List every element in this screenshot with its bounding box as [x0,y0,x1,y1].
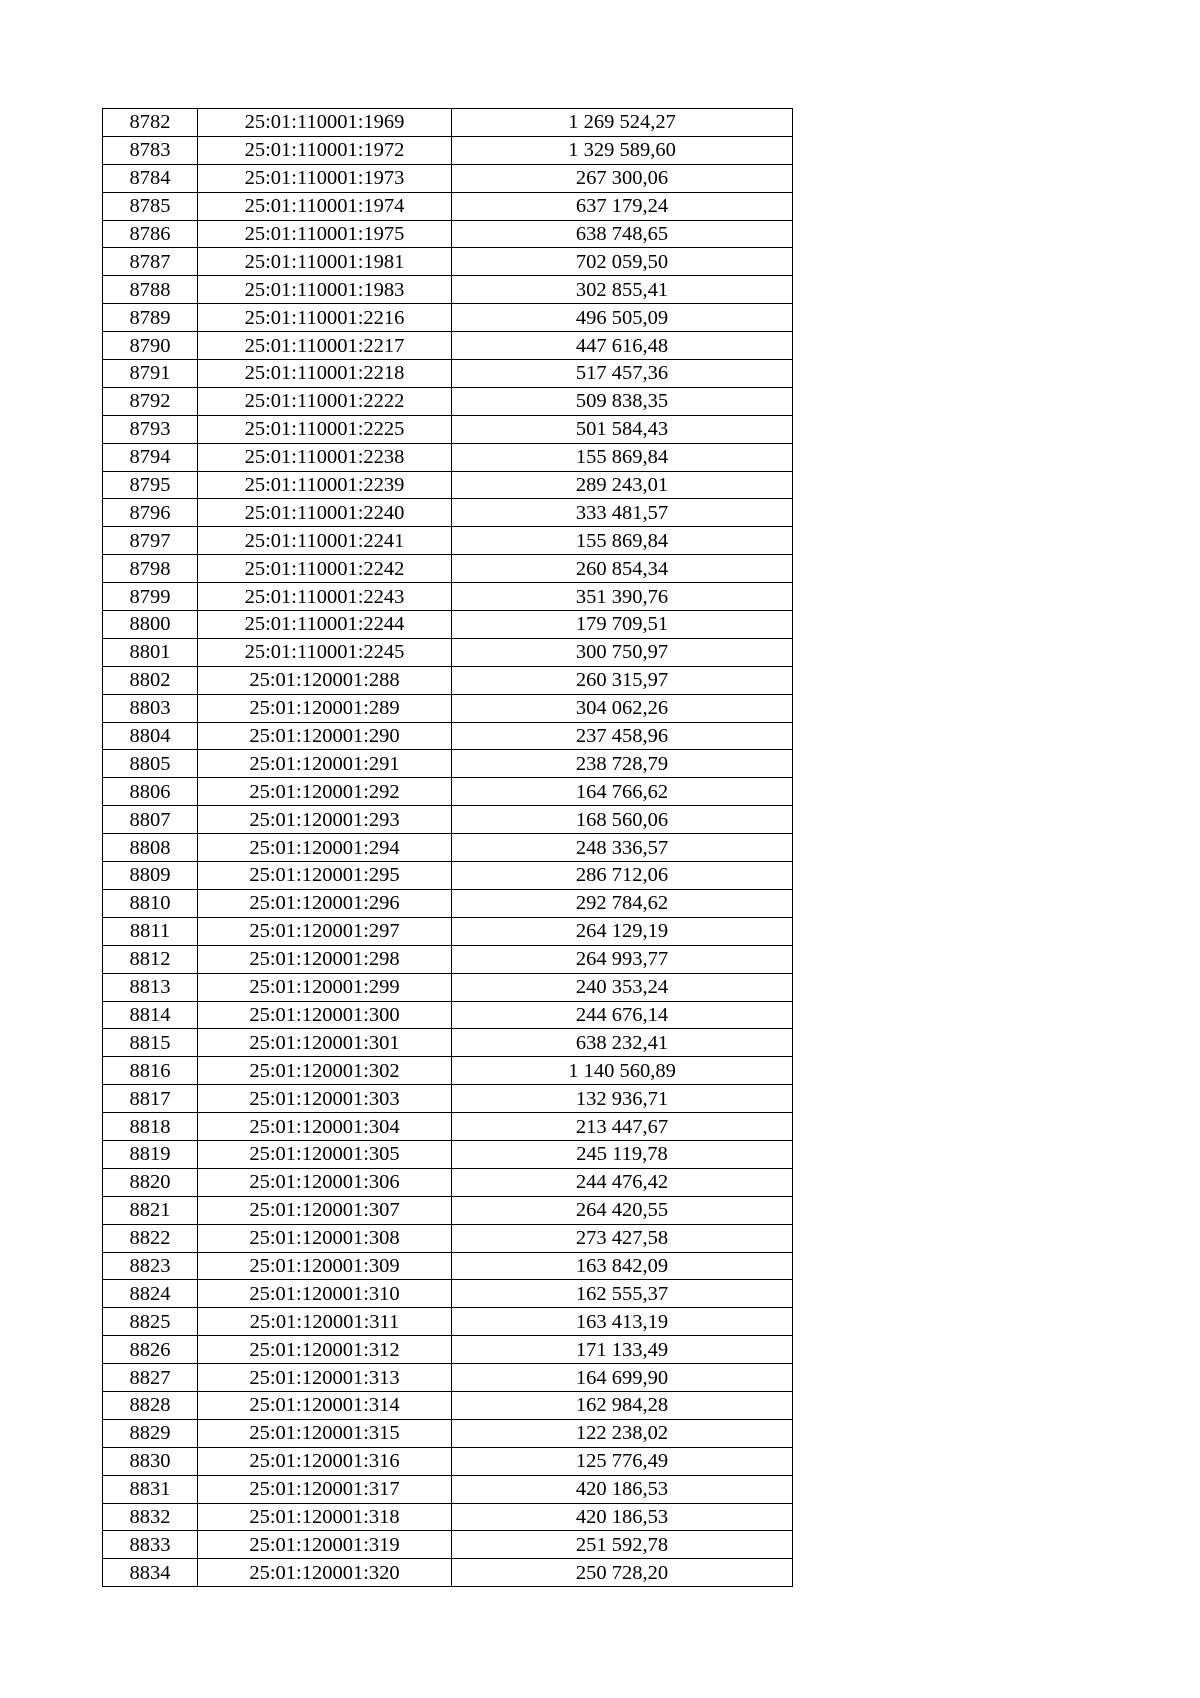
row-number-cell: 8820 [103,1168,198,1196]
cadastral-value-cell: 501 584,43 [452,415,793,443]
cadastral-value-cell: 333 481,57 [452,499,793,527]
table-row [103,1364,793,1392]
row-number-cell: 8828 [103,1391,198,1419]
row-number-cell: 8804 [103,722,198,750]
row-number-cell: 8782 [103,109,198,137]
cadastral-number-cell: 25:01:120001:297 [198,917,452,945]
table-row [103,109,793,137]
table-row [103,1391,793,1419]
row-number-cell: 8793 [103,415,198,443]
cadastral-value-cell: 351 390,76 [452,583,793,611]
row-number-cell: 8810 [103,889,198,917]
cadastral-number-cell: 25:01:110001:2239 [198,471,452,499]
row-number-cell: 8798 [103,555,198,583]
row-number-cell: 8818 [103,1113,198,1141]
table-row [103,136,793,164]
cadastral-value-cell: 1 269 524,27 [452,109,793,137]
table-row [103,387,793,415]
cadastral-number-cell: 25:01:120001:293 [198,806,452,834]
table-row [103,750,793,778]
cadastral-value-cell: 245 119,78 [452,1140,793,1168]
cadastral-number-cell: 25:01:120001:302 [198,1057,452,1085]
table-row [103,1503,793,1531]
row-number-cell: 8796 [103,499,198,527]
row-number-cell: 8801 [103,638,198,666]
row-number-cell: 8812 [103,945,198,973]
row-number-cell: 8790 [103,332,198,360]
cadastral-value-cell: 168 560,06 [452,806,793,834]
table-row [103,889,793,917]
row-number-cell: 8807 [103,806,198,834]
cadastral-number-cell: 25:01:110001:2218 [198,360,452,388]
cadastral-value-cell: 286 712,06 [452,862,793,890]
row-number-cell: 8787 [103,248,198,276]
cadastral-number-cell: 25:01:120001:312 [198,1336,452,1364]
cadastral-number-cell: 25:01:120001:289 [198,694,452,722]
cadastral-number-cell: 25:01:120001:294 [198,834,452,862]
table-row [103,778,793,806]
cadastral-number-cell: 25:01:120001:292 [198,778,452,806]
cadastral-number-cell: 25:01:110001:1983 [198,276,452,304]
cadastral-value-cell: 264 420,55 [452,1196,793,1224]
cadastral-number-cell: 25:01:120001:310 [198,1280,452,1308]
cadastral-value-cell: 264 129,19 [452,917,793,945]
row-number-cell: 8821 [103,1196,198,1224]
table-row [103,304,793,332]
table-row [103,1085,793,1113]
cadastral-number-cell: 25:01:110001:2238 [198,443,452,471]
cadastral-number-cell: 25:01:110001:1972 [198,136,452,164]
table-row [103,443,793,471]
table-row [103,694,793,722]
cadastral-number-cell: 25:01:110001:2240 [198,499,452,527]
table-row [103,1140,793,1168]
cadastral-number-cell: 25:01:110001:1974 [198,192,452,220]
cadastral-value-cell: 267 300,06 [452,164,793,192]
table-row [103,1196,793,1224]
row-number-cell: 8829 [103,1419,198,1447]
cadastral-value-cell: 264 993,77 [452,945,793,973]
table-row [103,1447,793,1475]
row-number-cell: 8802 [103,666,198,694]
table-row [103,471,793,499]
table-row [103,1559,793,1587]
cadastral-value-cell: 1 329 589,60 [452,136,793,164]
cadastral-value-cell: 260 854,34 [452,555,793,583]
cadastral-number-cell: 25:01:110001:2241 [198,527,452,555]
cadastral-value-cell: 300 750,97 [452,638,793,666]
table-row [103,722,793,750]
cadastral-number-cell: 25:01:120001:315 [198,1419,452,1447]
cadastral-value-cell: 164 766,62 [452,778,793,806]
table-row [103,1113,793,1141]
cadastral-number-cell: 25:01:120001:309 [198,1252,452,1280]
row-number-cell: 8831 [103,1475,198,1503]
cadastral-value-cell: 638 232,41 [452,1029,793,1057]
row-number-cell: 8827 [103,1364,198,1392]
row-number-cell: 8833 [103,1531,198,1559]
cadastral-value-cell: 122 238,02 [452,1419,793,1447]
row-number-cell: 8832 [103,1503,198,1531]
row-number-cell: 8817 [103,1085,198,1113]
table-row [103,834,793,862]
cadastral-value-cell: 638 748,65 [452,220,793,248]
row-number-cell: 8823 [103,1252,198,1280]
table-row [103,360,793,388]
row-number-cell: 8815 [103,1029,198,1057]
table-row [103,862,793,890]
cadastral-value-cell: 637 179,24 [452,192,793,220]
cadastral-number-cell: 25:01:120001:291 [198,750,452,778]
table-row [103,276,793,304]
table-row [103,555,793,583]
cadastral-number-cell: 25:01:120001:299 [198,973,452,1001]
table-row [103,1001,793,1029]
cadastral-value-cell: 260 315,97 [452,666,793,694]
cadastral-number-cell: 25:01:120001:316 [198,1447,452,1475]
cadastral-number-cell: 25:01:120001:300 [198,1001,452,1029]
cadastral-value-cell: 273 427,58 [452,1224,793,1252]
table-row [103,945,793,973]
cadastral-value-cell: 237 458,96 [452,722,793,750]
cadastral-number-cell: 25:01:110001:1975 [198,220,452,248]
cadastral-number-cell: 25:01:120001:306 [198,1168,452,1196]
cadastral-value-cell: 304 062,26 [452,694,793,722]
cadastral-value-cell: 302 855,41 [452,276,793,304]
table-row [103,1168,793,1196]
cadastral-value-cell: 163 413,19 [452,1308,793,1336]
table-row [103,1531,793,1559]
cadastral-number-cell: 25:01:110001:1969 [198,109,452,137]
table-row [103,1224,793,1252]
cadastral-value-cell: 509 838,35 [452,387,793,415]
cadastral-value-cell: 155 869,84 [452,443,793,471]
cadastral-value-cell: 163 842,09 [452,1252,793,1280]
table-row [103,1475,793,1503]
table-row [103,583,793,611]
cadastral-value-cell: 1 140 560,89 [452,1057,793,1085]
cadastral-value-cell: 244 676,14 [452,1001,793,1029]
row-number-cell: 8824 [103,1280,198,1308]
cadastral-value-cell: 496 505,09 [452,304,793,332]
cadastral-value-cell: 162 984,28 [452,1391,793,1419]
table-row [103,527,793,555]
cadastral-number-cell: 25:01:120001:304 [198,1113,452,1141]
row-number-cell: 8792 [103,387,198,415]
cadastral-number-cell: 25:01:110001:2216 [198,304,452,332]
cadastral-number-cell: 25:01:120001:311 [198,1308,452,1336]
cadastral-value-cell: 155 869,84 [452,527,793,555]
cadastral-number-cell: 25:01:120001:305 [198,1140,452,1168]
row-number-cell: 8800 [103,611,198,639]
row-number-cell: 8795 [103,471,198,499]
row-number-cell: 8822 [103,1224,198,1252]
row-number-cell: 8834 [103,1559,198,1587]
table-row [103,806,793,834]
cadastral-number-cell: 25:01:120001:313 [198,1364,452,1392]
row-number-cell: 8785 [103,192,198,220]
cadastral-value-cell: 702 059,50 [452,248,793,276]
table-row [103,332,793,360]
row-number-cell: 8806 [103,778,198,806]
cadastral-number-cell: 25:01:120001:307 [198,1196,452,1224]
cadastral-value-cell: 238 728,79 [452,750,793,778]
table-row [103,1057,793,1085]
cadastral-number-cell: 25:01:110001:2222 [198,387,452,415]
row-number-cell: 8830 [103,1447,198,1475]
row-number-cell: 8813 [103,973,198,1001]
row-number-cell: 8797 [103,527,198,555]
cadastral-value-cell: 289 243,01 [452,471,793,499]
table-row [103,164,793,192]
row-number-cell: 8784 [103,164,198,192]
cadastral-number-cell: 25:01:110001:1981 [198,248,452,276]
table-row [103,666,793,694]
cadastral-value-cell: 420 186,53 [452,1475,793,1503]
cadastral-number-cell: 25:01:120001:301 [198,1029,452,1057]
row-number-cell: 8794 [103,443,198,471]
cadastral-value-cell: 132 936,71 [452,1085,793,1113]
cadastral-value-cell: 517 457,36 [452,360,793,388]
table-row [103,611,793,639]
cadastral-value-cell: 179 709,51 [452,611,793,639]
cadastral-number-cell: 25:01:120001:319 [198,1531,452,1559]
table-body [103,109,793,1587]
cadastral-number-cell: 25:01:120001:317 [198,1475,452,1503]
table-row [103,1308,793,1336]
cadastral-number-cell: 25:01:120001:318 [198,1503,452,1531]
row-number-cell: 8814 [103,1001,198,1029]
cadastral-number-cell: 25:01:120001:298 [198,945,452,973]
cadastral-value-cell: 164 699,90 [452,1364,793,1392]
row-number-cell: 8808 [103,834,198,862]
row-number-cell: 8809 [103,862,198,890]
row-number-cell: 8799 [103,583,198,611]
cadastral-value-cell: 250 728,20 [452,1559,793,1587]
cadastral-number-cell: 25:01:110001:2243 [198,583,452,611]
row-number-cell: 8786 [103,220,198,248]
cadastral-number-cell: 25:01:110001:2217 [198,332,452,360]
cadastral-number-cell: 25:01:110001:1973 [198,164,452,192]
cadastral-number-cell: 25:01:120001:295 [198,862,452,890]
cadastral-value-cell: 125 776,49 [452,1447,793,1475]
table-row [103,1280,793,1308]
row-number-cell: 8789 [103,304,198,332]
table-row [103,1336,793,1364]
table-row [103,415,793,443]
table-row [103,638,793,666]
cadastral-number-cell: 25:01:110001:2244 [198,611,452,639]
cadastral-number-cell: 25:01:120001:308 [198,1224,452,1252]
cadastral-value-cell: 213 447,67 [452,1113,793,1141]
row-number-cell: 8825 [103,1308,198,1336]
cadastral-value-cell: 162 555,37 [452,1280,793,1308]
table-row [103,192,793,220]
cadastral-value-cell: 248 336,57 [452,834,793,862]
table-row [103,220,793,248]
table-row [103,248,793,276]
cadastral-value-cell: 447 616,48 [452,332,793,360]
cadastral-number-cell: 25:01:120001:314 [198,1391,452,1419]
row-number-cell: 8783 [103,136,198,164]
cadastral-value-cell: 171 133,49 [452,1336,793,1364]
cadastral-number-cell: 25:01:110001:2225 [198,415,452,443]
row-number-cell: 8803 [103,694,198,722]
cadastral-number-cell: 25:01:110001:2245 [198,638,452,666]
table-row [103,917,793,945]
row-number-cell: 8811 [103,917,198,945]
cadastral-number-cell: 25:01:120001:290 [198,722,452,750]
cadastral-value-cell: 240 353,24 [452,973,793,1001]
cadastral-value-cell: 244 476,42 [452,1168,793,1196]
table-row [103,1419,793,1447]
row-number-cell: 8816 [103,1057,198,1085]
cadastral-value-cell: 420 186,53 [452,1503,793,1531]
row-number-cell: 8788 [103,276,198,304]
table-row [103,499,793,527]
cadastral-number-cell: 25:01:120001:288 [198,666,452,694]
cadastral-number-cell: 25:01:120001:303 [198,1085,452,1113]
cadastral-value-cell: 251 592,78 [452,1531,793,1559]
cadastral-value-table [102,108,793,1587]
cadastral-number-cell: 25:01:120001:320 [198,1559,452,1587]
row-number-cell: 8819 [103,1140,198,1168]
cadastral-number-cell: 25:01:110001:2242 [198,555,452,583]
row-number-cell: 8805 [103,750,198,778]
row-number-cell: 8826 [103,1336,198,1364]
cadastral-value-cell: 292 784,62 [452,889,793,917]
row-number-cell: 8791 [103,360,198,388]
cadastral-number-cell: 25:01:120001:296 [198,889,452,917]
table-row [103,1029,793,1057]
table-row [103,1252,793,1280]
table-row [103,973,793,1001]
